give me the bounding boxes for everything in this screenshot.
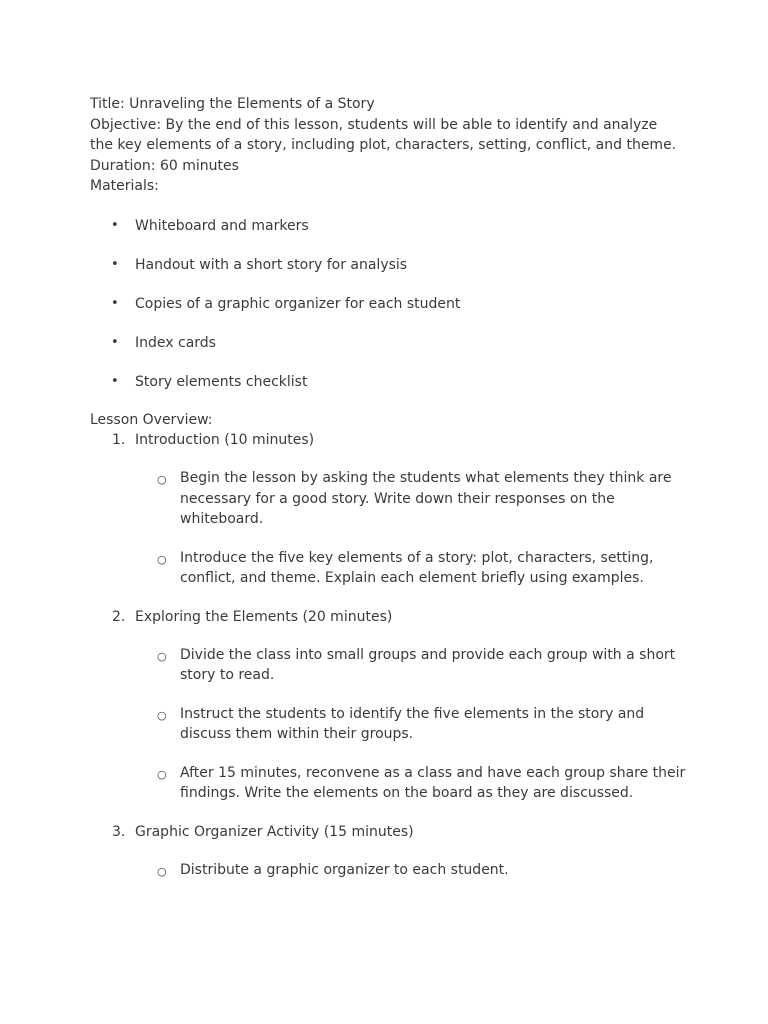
circle-bullet-icon: ○ bbox=[157, 708, 167, 722]
circle-bullet-icon: ○ bbox=[157, 649, 167, 663]
sub-item bbox=[90, 645, 686, 686]
sub-item bbox=[90, 763, 686, 804]
circle-bullet-icon: ○ bbox=[157, 864, 167, 878]
step-label: Introduction (10 minutes) bbox=[135, 432, 315, 448]
sub-item-text: After 15 minutes, reconvene as a class and have each group share their findings. Write the elements on the board as they are discussed. bbox=[180, 764, 686, 801]
lesson-duration: Duration: 60 minutes bbox=[90, 157, 239, 174]
material-item bbox=[90, 255, 690, 275]
step-number: 2. bbox=[112, 608, 126, 625]
step-number: 1. bbox=[112, 432, 126, 448]
material-item bbox=[90, 216, 690, 236]
lesson-objective: Objective: By the end of this lesson, students will be able to identify and analyze the key elements of a story, including plot, characters, setting, conflict, and theme. bbox=[90, 116, 677, 153]
material-text: Copies of a graphic organizer for each student bbox=[135, 295, 461, 312]
step-number: 3. bbox=[112, 823, 126, 840]
overview-label: Lesson Overview: bbox=[90, 411, 213, 428]
circle-bullet-icon: ○ bbox=[157, 473, 167, 486]
sub-item-text: Distribute a graphic organizer to each student. bbox=[180, 861, 509, 878]
material-text: Whiteboard and markers bbox=[135, 217, 309, 234]
step-exploring bbox=[90, 607, 690, 627]
lesson-title: Title: Unraveling the Elements of a Story bbox=[90, 96, 375, 112]
materials-list bbox=[90, 216, 690, 392]
sub-item bbox=[90, 468, 686, 530]
material-item bbox=[90, 372, 690, 392]
circle-bullet-icon: ○ bbox=[157, 767, 167, 781]
sub-item bbox=[90, 704, 686, 745]
step-graphic-organizer bbox=[90, 822, 690, 842]
step-1-items bbox=[90, 468, 690, 589]
bullet-icon: • bbox=[111, 256, 119, 272]
step-introduction bbox=[90, 430, 690, 450]
step-3-items bbox=[90, 860, 690, 881]
sub-item bbox=[90, 860, 686, 881]
bullet-icon: • bbox=[111, 334, 119, 350]
material-text: Story elements checklist bbox=[135, 373, 308, 390]
bullet-icon: • bbox=[111, 373, 119, 389]
material-text: Index cards bbox=[135, 334, 216, 351]
material-text: Handout with a short story for analysis bbox=[135, 256, 408, 273]
sub-item-text: Instruct the students to identify the five elements in the story and discuss them within their groups. bbox=[180, 705, 645, 742]
circle-bullet-icon: ○ bbox=[157, 552, 167, 566]
sub-item-text: Divide the class into small groups and provide each group with a short story to read. bbox=[180, 646, 676, 683]
lesson-plan-document bbox=[90, 94, 690, 880]
materials-label: Materials: bbox=[90, 178, 159, 194]
step-label: Exploring the Elements (20 minutes) bbox=[135, 608, 393, 625]
sub-item bbox=[90, 548, 686, 589]
bullet-icon: • bbox=[111, 217, 119, 233]
material-item bbox=[90, 294, 690, 314]
step-label: Graphic Organizer Activity (15 minutes) bbox=[135, 823, 414, 840]
step-2-items bbox=[90, 645, 690, 804]
bullet-icon: • bbox=[111, 295, 119, 311]
sub-item-text: Introduce the five key elements of a story: plot, characters, setting, conflict, and theme. Explain each element briefly using examples. bbox=[180, 549, 654, 586]
material-item bbox=[90, 333, 690, 353]
sub-item-text: Begin the lesson by asking the students what elements they think are necessary for a good story. Write down their responses on the whiteboard. bbox=[180, 470, 672, 527]
